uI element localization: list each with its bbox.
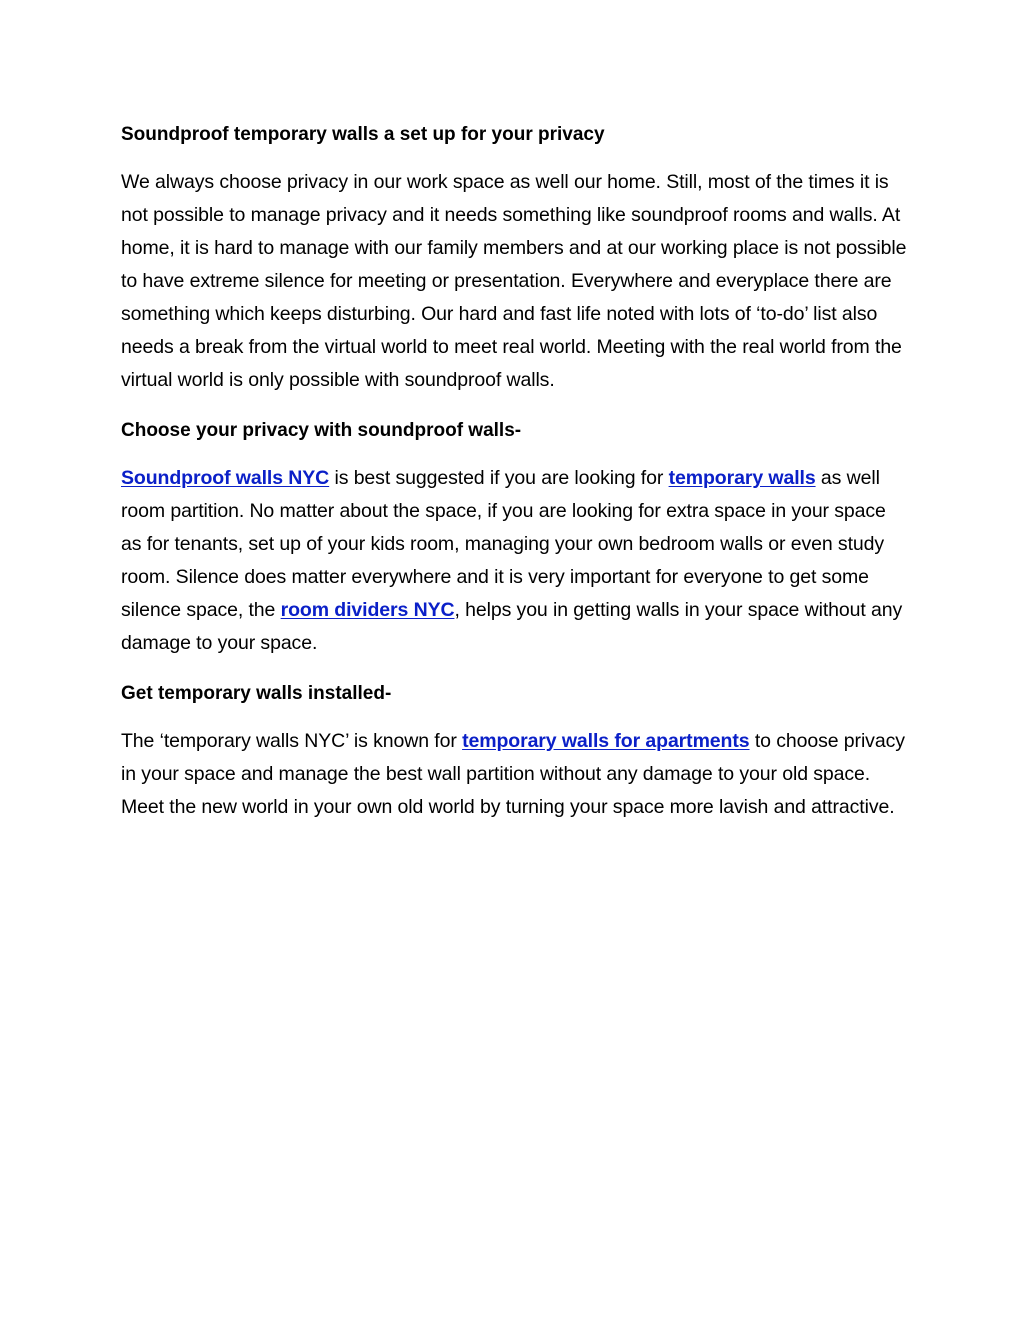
section-heading-install: Get temporary walls installed- (121, 683, 392, 704)
paragraph-text: as well room partition. No matter about the space, if you are looking for extra space in your space as for tenants, set up of your kids room, managing your own bedroom walls or even study room. Silence does matter everywhere and it is very important for everyone to get some silence space, the (121, 467, 886, 621)
temporary-walls-for-apartments-link[interactable]: temporary walls for apartments (462, 730, 750, 752)
paragraph-text: is best suggested if you are looking for (329, 467, 669, 489)
paragraph-text: The ‘temporary walls NYC’ is known for (121, 730, 463, 752)
installation-paragraph (121, 725, 911, 824)
paragraph-text: to choose privacy in your space and manage the best wall partition without any damage to your old space. Meet the new world in your own old world by turning your space more lavish and attractive. (121, 730, 905, 818)
room-dividers-nyc-link[interactable]: room dividers NYC (280, 599, 455, 621)
section-heading-choose: Choose your privacy with soundproof walls- (121, 420, 522, 441)
soundproof-paragraph (121, 462, 911, 660)
temporary-walls-link[interactable]: temporary walls (668, 467, 816, 489)
document-page (121, 118, 911, 841)
section-heading-privacy: Soundproof temporary walls a set up for your privacy (121, 124, 605, 145)
paragraph-text: , helps you in getting walls in your space without any damage to your space. (121, 599, 903, 654)
soundproof-walls-nyc-link[interactable]: Soundproof walls NYC (121, 467, 330, 489)
intro-paragraph: We always choose privacy in our work space as well our home. Still, most of the times it is not possible to manage privacy and it needs something like soundproof rooms and walls. At home, it is hard to manage with our family members and at our working place is not possible to have extreme silence for meeting or presentation. Everywhere and everyplace there are something which keeps disturbing. Our hard and fast life noted with lots of ‘to-do’ list also needs a break from the virtual world to meet real world. Meeting with the real world from the virtual world is only possible with soundproof walls. (121, 171, 907, 391)
